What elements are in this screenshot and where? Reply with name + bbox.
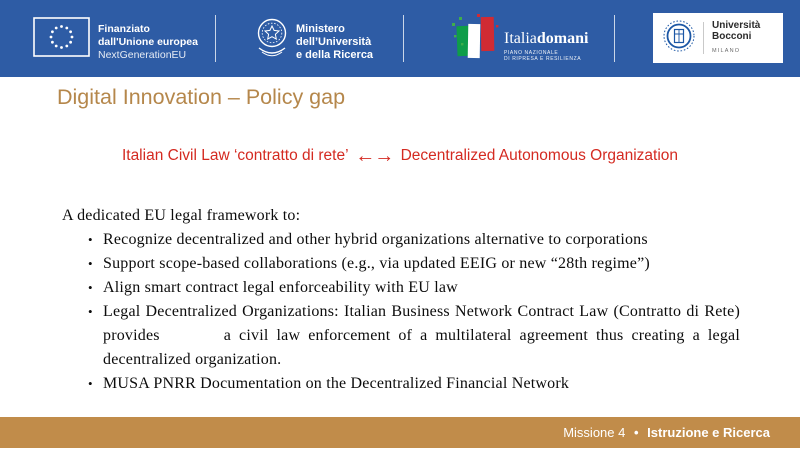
eu-flag-icon bbox=[33, 17, 90, 62]
italy-republic-emblem-icon bbox=[254, 17, 290, 66]
banner-divider bbox=[215, 15, 216, 62]
mission-footer-bar bbox=[0, 417, 800, 448]
italiadomani-label bbox=[504, 30, 588, 62]
italiadomani-name-bold: domani bbox=[536, 30, 589, 47]
list-item: • Support scope-based collaborations (e.g., via updated EEIG or new “28th regime”) bbox=[103, 252, 740, 276]
eu-funding-line1: Finanziato bbox=[98, 23, 150, 35]
bocconi-line2: Bocconi bbox=[712, 30, 752, 42]
pnrr-subtitle bbox=[504, 50, 588, 62]
ministry-line3: e della Ricerca bbox=[296, 49, 374, 61]
mission-label: Missione 4 bbox=[563, 425, 626, 440]
italiadomani-name bbox=[504, 30, 588, 47]
ministry-line1: Ministero bbox=[296, 23, 345, 35]
ministry-label bbox=[296, 23, 373, 62]
banner-divider bbox=[403, 15, 404, 62]
mission-area-label: Istruzione e Ricerca bbox=[647, 425, 770, 440]
list-item: • Legal Decentralized Organizations: Italian Business Network Contract Law (Contratto di Rete) provides a civil law enforcement of a multilateral agreement thus creating a legal decentralized organization. bbox=[103, 300, 740, 372]
left-right-arrows-icon: ←→ bbox=[355, 145, 394, 167]
bocconi-line1: Università bbox=[712, 19, 761, 31]
pnrr-subtitle-line2: DI RIPRESA E RESILIENZA bbox=[504, 56, 582, 62]
headline-right: Decentralized Autonomous Organization bbox=[400, 147, 679, 164]
italiadomani-name-regular: Italia bbox=[504, 30, 537, 47]
page-title: Digital Innovation – Policy gap bbox=[57, 85, 346, 109]
list-item: • MUSA PNRR Documentation on the Decentralized Financial Network bbox=[103, 372, 740, 396]
intro-line: A dedicated EU legal framework to: bbox=[62, 207, 301, 224]
headline-left: Italian Civil Law ‘contratto di rete’ bbox=[121, 147, 348, 164]
banner-divider bbox=[614, 15, 615, 62]
body-text bbox=[62, 204, 740, 396]
headline bbox=[0, 145, 800, 167]
bocconi-logo bbox=[653, 13, 783, 63]
list-item: • Align smart contract legal enforceability with EU law bbox=[103, 276, 740, 300]
bocconi-divider bbox=[703, 22, 704, 54]
header-banner bbox=[0, 0, 800, 77]
bullet-separator: • bbox=[633, 425, 639, 440]
bocconi-city: MILANO bbox=[712, 47, 741, 54]
italiadomani-flag-icon bbox=[452, 13, 500, 70]
pnrr-subtitle-line1: PIANO NAZIONALE bbox=[504, 50, 559, 56]
eu-funding-line2: dall'Unione europea bbox=[98, 36, 198, 48]
bocconi-emblem-icon bbox=[662, 18, 696, 59]
ministry-line2: dell’Università bbox=[296, 36, 372, 48]
list-item: • Recognize decentralized and other hybrid organizations alternative to corporations bbox=[103, 228, 740, 252]
eu-funding-label bbox=[98, 23, 198, 62]
bullet-list bbox=[62, 228, 740, 396]
bocconi-label bbox=[712, 20, 760, 57]
nextgeneu-label: NextGenerationEU bbox=[98, 49, 187, 61]
